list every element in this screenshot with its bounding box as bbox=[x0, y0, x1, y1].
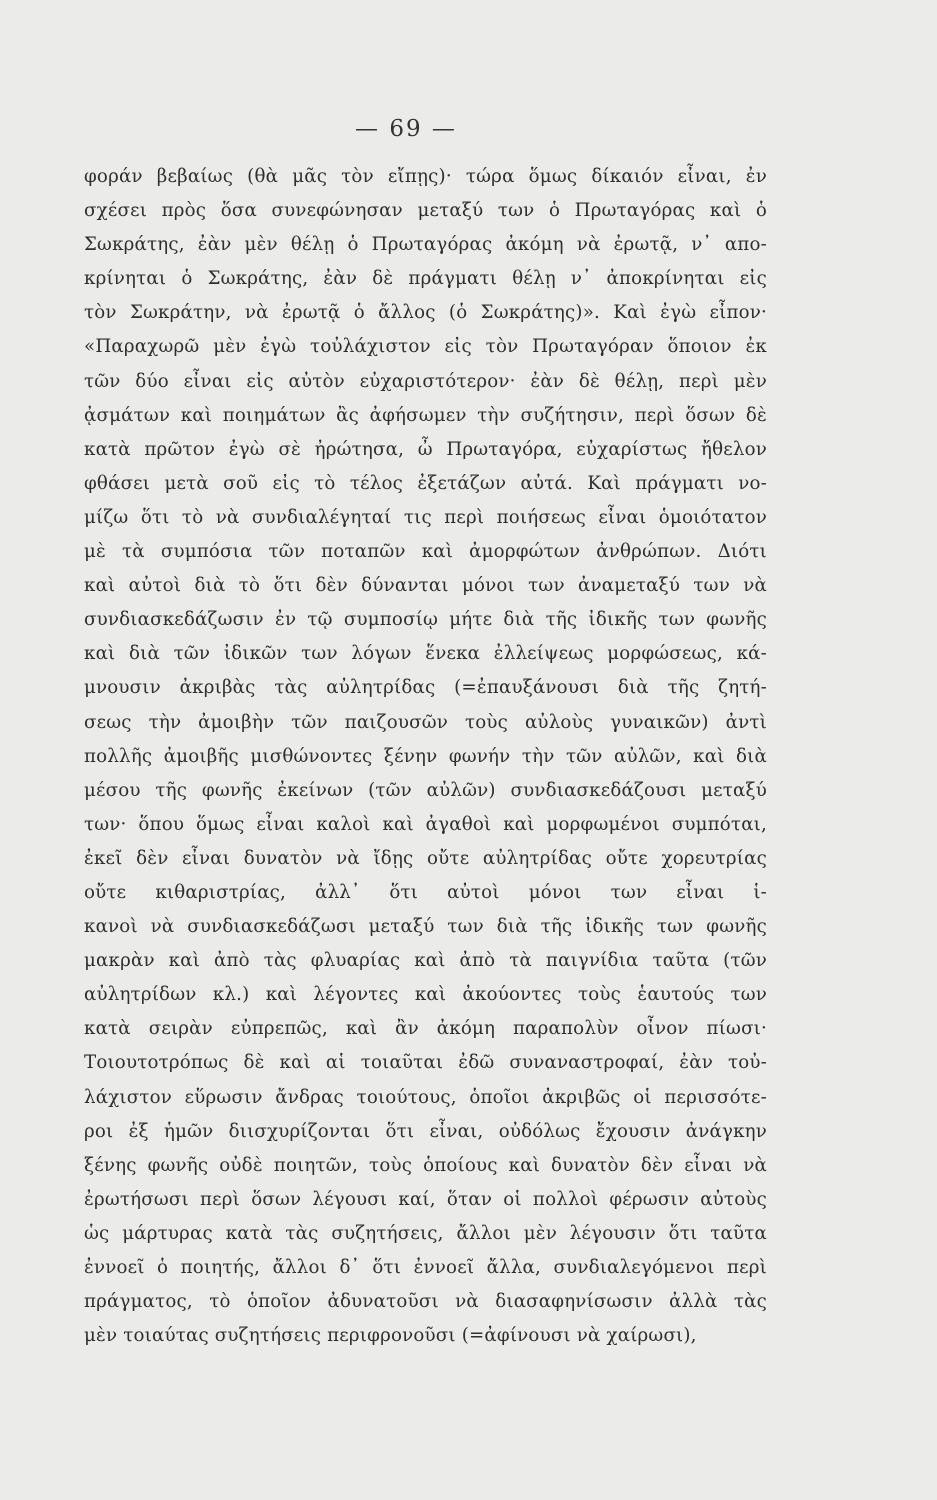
text-line: «Παραχωρῶ μὲν ἐγὼ τοὐλάχιστον εἰς τὸν Πρωταγόραν ὅποιον ἐκ bbox=[84, 336, 767, 358]
text-line: κατὰ πρῶτον ἐγὼ σὲ ἠρώτησα, ὦ Πρωταγόρα, εὐχαρίστως ἤθελον bbox=[84, 438, 767, 460]
text-line: Σωκράτης, ἐὰν μὲν θέλῃ ὁ Πρωταγόρας ἀκόμη νὰ ἐρωτᾷ, ν᾿ απο- bbox=[84, 234, 767, 256]
text-line: πράγματος, τὸ ὁποῖον ἀδυνατοῦσι νὰ διασαφηνίσωσιν ἀλλὰ τὰς bbox=[84, 1291, 767, 1313]
text-line: σχέσει πρὸς ὅσα συνεφώνησαν μεταξύ των ὁ Πρωταγόρας καὶ ὁ bbox=[84, 200, 767, 222]
text-line: ἐκεῖ δὲν εἶναι δυνατὸν νὰ ἴδῃς οὔτε αὐλητρίδας οὔτε χορευτρίας bbox=[84, 847, 767, 869]
page-number: — 69 — bbox=[355, 116, 457, 142]
text-line: καὶ αὐτοὶ διὰ τὸ ὅτι δὲν δύνανται μόνοι των ἀναμεταξύ των νὰ bbox=[84, 575, 767, 597]
text-line: κατὰ σειρὰν εὐπρεπῶς, καὶ ἂν ἀκόμη παραπολὺν οἶνον πίωσι· bbox=[84, 1018, 767, 1040]
text-line: Τοιουτοτρόπως δὲ καὶ αἱ τοιαῦται ἐδῶ συναναστροφαί, ἐὰν τοὐ- bbox=[84, 1052, 767, 1074]
text-line: φθάσει μετὰ σοῦ εἰς τὸ τέλος ἐξετάζων αὐτά. Καὶ πράγματι νο- bbox=[84, 472, 767, 494]
text-line: φοράν βεβαίως (θὰ μᾶς τὸν εἴπῃς)· τώρα ὅμως δίκαιόν εἶναι, ἐν bbox=[84, 166, 767, 187]
text-line: κρίνηται ὁ Σωκράτης, ἐὰν δὲ πράγματι θέλῃ ν᾿ ἀποκρίνηται εἰς bbox=[84, 268, 767, 290]
text-line: των· ὅπου ὅμως εἶναι καλοὶ καὶ ἀγαθοὶ καὶ μορφωμένοι συμπόται, bbox=[84, 813, 767, 835]
text-line: ροι ἐξ ἡμῶν διισχυρίζονται ὅτι εἶναι, οὐδόλως ἔχουσιν ἀνάγκην bbox=[84, 1120, 767, 1142]
text-line: μὲ τὰ συμπόσια τῶν ποταπῶν καὶ ἀμορφώτων ἀνθρώπων. Διότι bbox=[84, 541, 767, 563]
text-line: ξένης φωνῆς οὐδὲ ποιητῶν, τοὺς ὁποίους καὶ δυνατὸν δὲν εἶναι νὰ bbox=[84, 1154, 767, 1176]
text-line: αὐλητρίδων κλ.) καὶ λέγοντες καὶ ἀκούοντες τοὺς ἑαυτούς των bbox=[84, 984, 767, 1006]
text-line: ὡς μάρτυρας κατὰ τὰς συζητήσεις, ἄλλοι μὲν λέγουσιν ὅτι ταῦτα bbox=[84, 1222, 767, 1244]
text-line: σεως τὴν ἀμοιβὴν τῶν παιζουσῶν τοὺς αὐλοὺς γυναικῶν) ἀντὶ bbox=[84, 711, 767, 733]
text-line: συνδιασκεδάζωσιν ἐν τῷ συμποσίῳ μήτε διὰ τῆς ἰδικῆς των φωνῆς bbox=[84, 609, 767, 631]
text-line: τῶν δύο εἶναι εἰς αὐτὸν εὐχαριστότερον· ἐὰν δὲ θέλῃ, περὶ μὲν bbox=[84, 370, 767, 392]
text-line: μέσου τῆς φωνῆς ἐκείνων (τῶν αὐλῶν) συνδιασκεδάζουσι μεταξύ bbox=[84, 779, 767, 801]
text-line: κανοὶ νὰ συνδιασκεδάζωσι μεταξύ των διὰ τῆς ἰδικῆς των φωνῆς bbox=[84, 916, 767, 938]
body-text bbox=[84, 160, 767, 1353]
text-line: λάχιστον εὕρωσιν ἄνδρας τοιούτους, ὁποῖοι ἀκριβῶς οἱ περισσότε- bbox=[84, 1086, 767, 1108]
text-line: οὔτε κιθαριστρίας, ἀλλ᾿ ὅτι αὐτοὶ μόνοι των εἶναι ἱ- bbox=[84, 881, 767, 903]
text-line: ἐρωτήσωσι περὶ ὅσων λέγουσι καί, ὅταν οἱ πολλοὶ φέρωσιν αὐτοὺς bbox=[84, 1188, 767, 1210]
text-line: ἐννοεῖ ὁ ποιητής, ἄλλοι δ᾿ ὅτι ἐννοεῖ ἄλλα, συνδιαλεγόμενοι περὶ bbox=[84, 1257, 767, 1278]
text-line: μακρὰν καὶ ἀπὸ τὰς φλυαρίας καὶ ἀπὸ τὰ παιγνίδια ταῦτα (τῶν bbox=[84, 950, 767, 972]
text-line: ᾀσμάτων καὶ ποιημάτων ἂς ἀφήσωμεν τὴν συζήτησιν, περὶ ὅσων δὲ bbox=[84, 404, 767, 426]
text-line: τὸν Σωκράτην, νὰ ἐρωτᾷ ὁ ἄλλος (ὁ Σωκράτης)». Καὶ ἐγὼ εἶπον· bbox=[84, 302, 767, 324]
text-line: πολλῆς ἀμοιβῆς μισθώνοντες ξένην φωνήν τὴν τῶν αὐλῶν, καὶ διὰ bbox=[84, 745, 767, 767]
text-line: μίζω ὅτι τὸ νὰ συνδιαλέγηταί τις περὶ ποιήσεως εἶναι ὁμοιότατον bbox=[84, 506, 767, 528]
text-line: μὲν τοιαύτας συζητήσεις περιφρονοῦσι (=ἀφίνουσι νὰ χαίρωσι), bbox=[84, 1325, 697, 1347]
text-line: καὶ διὰ τῶν ἰδικῶν των λόγων ἕνεκα ἐλλείψεως μορφώσεως, κά- bbox=[84, 643, 767, 665]
text-line: μνουσιν ἀκριβὰς τὰς αὐλητρίδας (=ἐπαυξάνουσι διὰ τῆς ζητή- bbox=[84, 677, 767, 699]
